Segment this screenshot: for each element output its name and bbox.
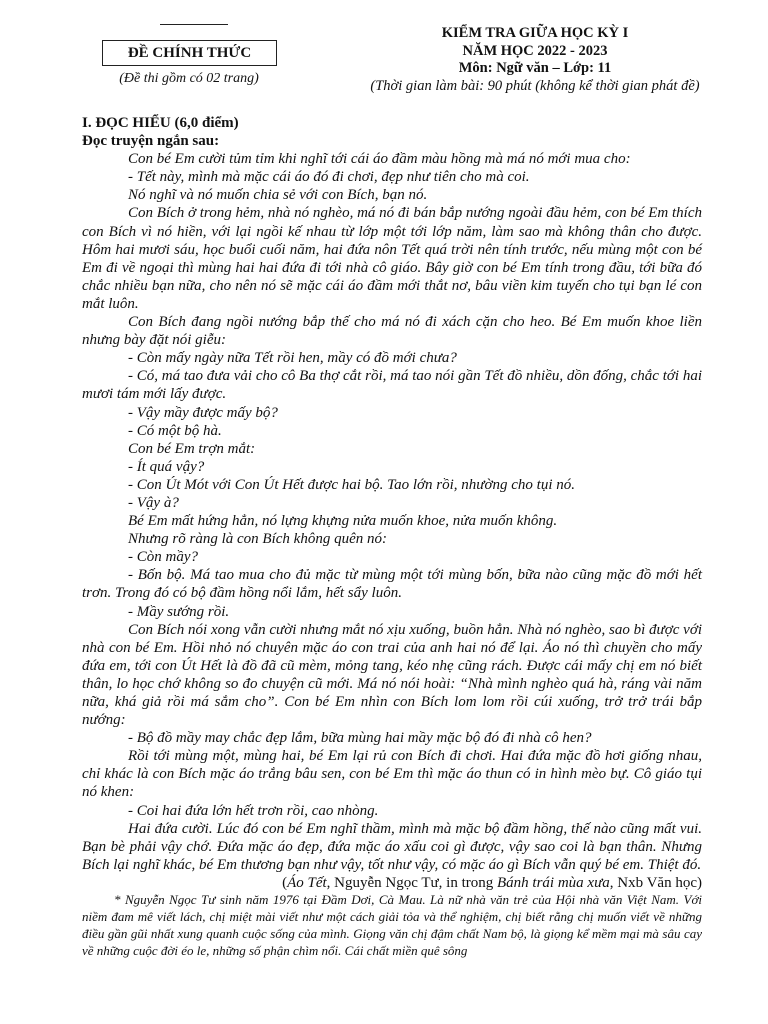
story-paragraph: - Con Út Mót với Con Út Hết được hai bộ. Tao lớn rồi, nhường cho tụi nó.: [128, 476, 575, 493]
story-paragraph: - Có, má tao đưa vải cho cô Ba thợ cắt rồi, má tao nói gần Tết đồ nhiều, dồn đống, chắc tới hai mươi tám mới lấy được.: [82, 368, 702, 403]
story-paragraph: Con Bích ở trong hẻm, nhà nó nghèo, má nó đi bán bắp nướng ngoài đầu hẻm, con bé Em thích con Bích vì nó hiền, với lại ngồi kế nhau từ lớp một tới lớp năm, làm sao mà không thân cho được. Hôm hai mươi sáu, học buổi cuối năm, hai đứa nôn Tết quá trời nên tính trước, nếu mùng một con bé Em đi về ngoại thì mùng hai hai đứa đi tới nhà cô giáo. Bây giờ con bé Em tính trong đầu, tới bữa đó chắc nhiều bạn nữa, cho nên nó sẽ mặc cái áo đầm mới thắt nơ, bâu viền kim tuyến cho tụi bạn lé con mắt luôn.: [82, 205, 702, 312]
pages-note: (Đề thi gồm có 02 trang): [119, 71, 259, 86]
story-source: (Áo Tết, Nguyễn Ngọc Tư, in trong Bánh trái mùa xưa, Nxb Văn học): [282, 874, 702, 891]
exam-header: [330, 25, 740, 95]
story-paragraph: - Bốn bộ. Má tao mua cho đủ mặc từ mùng một tới mùng bốn, bữa nào cũng mặc đồ mới hết trơn. Trong đó có bộ đầm hồng nổi lắm, hết sẩy luôn.: [82, 567, 702, 602]
story-paragraph: - Tết này, mình mà mặc cái áo đó đi chơi, đẹp như tiên cho mà coi.: [128, 169, 530, 186]
story-title: Áo Tết: [287, 874, 327, 891]
story-paragraph: - Vậy à?: [128, 494, 179, 511]
story-paragraph: - Vậy mầy được mấy bộ?: [128, 404, 278, 421]
story-paragraph: Con bé Em trợn mắt:: [128, 440, 256, 457]
official-exam-label: ĐỀ CHÍNH THỨC: [102, 40, 277, 66]
story-paragraph: - Còn mấy ngày nữa Tết rồi hen, mầy có đồ mới chưa?: [128, 350, 457, 367]
exam-title: KIỂM TRA GIỮA HỌC KỲ I: [441, 25, 629, 41]
subject-line: Môn: Ngữ văn – Lớp: 11: [458, 60, 612, 76]
story-paragraph: Nó nghĩ và nó muốn chia sẻ với con Bích, bạn nó.: [128, 187, 428, 204]
header-rule: [160, 24, 228, 25]
school-year: NĂM HỌC 2022 - 2023: [462, 42, 608, 59]
story-paragraph: - Bộ đồ mầy may chắc đẹp lắm, bữa mùng hai mầy mặc bộ đó đi nhà cô hen?: [128, 730, 592, 747]
story-paragraph: Con Bích nói xong vẫn cười nhưng mắt nó xịu xuống, buồn hẳn. Nhà nó nghèo, sao bì được với nhà con bé Em. Hồi nhỏ nó chuyên mặc áo con trai của anh hai nó để lại. Áo nó thì chuyền cho mấy đứa em, tới con Út Hết là đồ đã cũ mèm, mỏng tang, kéo nhẹ cũng rách. Được cái mấy chị em nó biết thân, lo học chớ không so đo chuyện cũ mới. Má nó nói hoài: “Nhà mình nghèo quá hà, ráng vài năm nữa, khá giả rồi má sắm cho”. Con bé Em nhìn con Bích lom lom rồi cúi xuống, trở trở trái bắp nướng:: [82, 621, 702, 729]
story-paragraph: Con Bích đang ngồi nướng bắp thế cho má nó đi xách cặn cho heo. Bé Em muốn khoe liền nhưng bày đặt nói giễu:: [82, 314, 702, 349]
book-title: Bánh trái mùa xưa: [497, 874, 610, 891]
story-paragraph: - Mầy sướng rồi.: [128, 603, 230, 620]
story-paragraph: Bé Em mất hứng hẳn, nó lựng khựng nửa muốn khoe, nửa muốn không.: [128, 513, 558, 530]
section-heading: I. ĐỌC HIỂU (6,0 điểm): [82, 115, 239, 131]
story-paragraph: Rồi tới mùng một, mùng hai, bé Em lại rủ con Bích đi chơi. Hai đứa mặc đồ hơi giống nhau, chỉ khác là con Bích mặc áo trắng bâu sen, con bé Em thì mặc áo thun có in hình mèo bự. Cô giáo tụi nó khen:: [82, 748, 702, 801]
story-paragraph: - Có một bộ hà.: [128, 422, 222, 439]
story-paragraph: - Coi hai đứa lớn hết trơn rồi, cao nhòng.: [128, 802, 379, 819]
exam-content: [82, 114, 702, 960]
reading-instruction: Đọc truyện ngắn sau:: [82, 133, 220, 150]
time-note: (Thời gian làm bài: 90 phút (không kể thời gian phát đề): [370, 77, 700, 94]
story-paragraph: - Còn mầy?: [128, 549, 198, 566]
story-paragraph: Nhưng rõ ràng là con Bích không quên nó:: [128, 531, 387, 548]
story-paragraph: Con bé Em cười tủm tỉm khi nghĩ tới cái áo đầm màu hồng mà má nó mới mua cho:: [128, 151, 631, 168]
story-paragraph: - Ít quá vậy?: [128, 458, 205, 475]
author-note: * Nguyễn Ngọc Tư sinh năm 1976 tại Đầm Dơi, Cà Mau. Là nữ nhà văn trẻ của Hội nhà văn Việt Nam. Với niềm đam mê viết lách, chị miệt mài viết như một cách giải tỏa và thể nghiệm, chị biết rằng chị muốn viết về những điều gần gũi nhất xung quanh cuộc sống của mình. Giọng văn chị đậm chất Nam bộ, là giọng kể mềm mại mà sâu cay về những cuộc đời éo le, những số phận chìm nổi. Cái chất miền quê sông: [82, 892, 702, 958]
story-paragraph: Hai đứa cười. Lúc đó con bé Em nghĩ thầm, mình mà mặc bộ đầm hồng, thế nào cũng mất vui. Bạn bè phải vậy chớ. Đứa mặc áo đẹp, đứa mặc áo xấu coi gì được, vậy sao coi là bạn thân. Nhưng Bích lại nghĩ khác, bé Em thương bạn như vậy, tốt như vậy, có mặc áo gì Bích vẫn quý bé em. Thiệt đó.: [82, 820, 702, 873]
